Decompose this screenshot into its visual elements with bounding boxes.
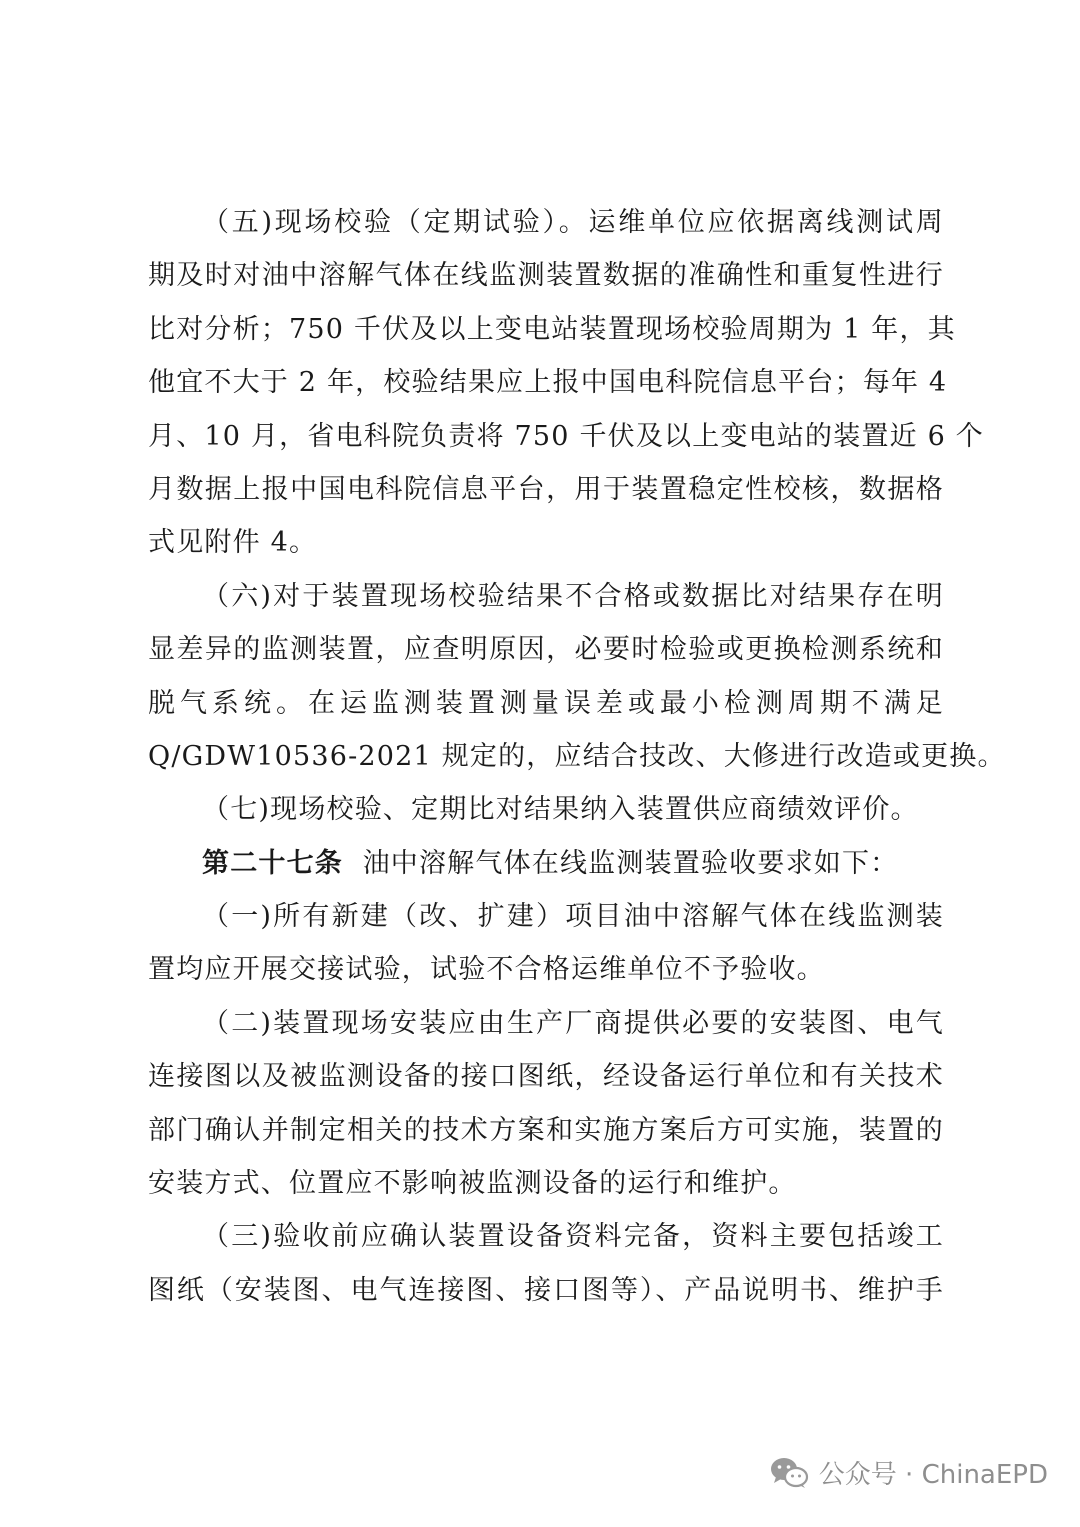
text-line: （二)装置现场安装应由生产厂商提供必要的安装图、电气 — [202, 1007, 944, 1039]
text-line: （六)对于装置现场校验结果不合格或数据比对结果存在明 — [202, 580, 944, 612]
paragraph-req-3 — [148, 1210, 944, 1317]
text-line: 部门确认并制定相关的技术方案和实施方案后方可实施，装置的 — [148, 1114, 944, 1146]
watermark-text: 公众号 · ChinaEPD — [818, 1460, 1048, 1490]
text-line: （一)所有新建（改、扩建）项目油中溶解气体在线监测装 — [202, 901, 944, 933]
document-body — [148, 196, 1006, 1317]
text-line: 月、10 月，省电科院负责将 750 千伏及以上变电站的装置近 6 个 — [148, 420, 984, 452]
text-line: 显差异的监测装置，应查明原因，必要时检验或更换检测系统和 — [148, 634, 944, 666]
paragraph-article-27 — [148, 837, 944, 890]
text-line: 期及时对油中溶解气体在线监测装置数据的准确性和重复性进行 — [148, 260, 944, 292]
paragraph-req-1 — [148, 890, 944, 997]
text-line — [148, 837, 944, 890]
article-text: 油中溶解气体在线监测装置验收要求如下： — [362, 847, 899, 879]
text-line: 月数据上报中国电科院信息平台，用于装置稳定性校核，数据格 — [148, 473, 944, 505]
article-heading: 第二十七条 — [202, 847, 343, 879]
text-line: 安装方式、位置应不影响被监测设备的运行和维护。 — [148, 1168, 797, 1200]
wechat-icon — [769, 1456, 809, 1490]
text-line: （三)验收前应确认装置设备资料完备，资料主要包括竣工 — [202, 1221, 944, 1253]
paragraph-item-7 — [148, 783, 944, 836]
text-line: 比对分析；750 千伏及以上变电站装置现场校验周期为 1 年，其 — [148, 313, 956, 345]
text-line: 脱气系统。在运监测装置测量误差或最小检测周期不满足 — [148, 687, 944, 719]
paragraph-item-6 — [148, 570, 1006, 784]
text-line: 式见附件 4。 — [148, 527, 318, 559]
text-line: （七)现场校验、定期比对结果纳入装置供应商绩效评价。 — [202, 794, 919, 826]
text-line: （五)现场校验（定期试验）。运维单位应依据离线测试周 — [202, 207, 944, 238]
paragraph-item-5 — [148, 196, 984, 570]
text-line: 连接图以及被监测设备的接口图纸，经设备运行单位和有关技术 — [148, 1061, 944, 1093]
paragraph-req-2 — [148, 997, 944, 1211]
text-line: 图纸（安装图、电气连接图、接口图等）、产品说明书、维护手 — [148, 1274, 944, 1306]
text-line: Q/GDW10536-2021 规定的，应结合技改、大修进行改造或更换。 — [148, 740, 1006, 772]
text-line: 置均应开展交接试验，试验不合格运维单位不予验收。 — [148, 954, 825, 986]
text-line: 他宜不大于 2 年，校验结果应上报中国电科院信息平台；每年 4 — [148, 367, 948, 399]
watermark — [769, 1454, 1048, 1491]
